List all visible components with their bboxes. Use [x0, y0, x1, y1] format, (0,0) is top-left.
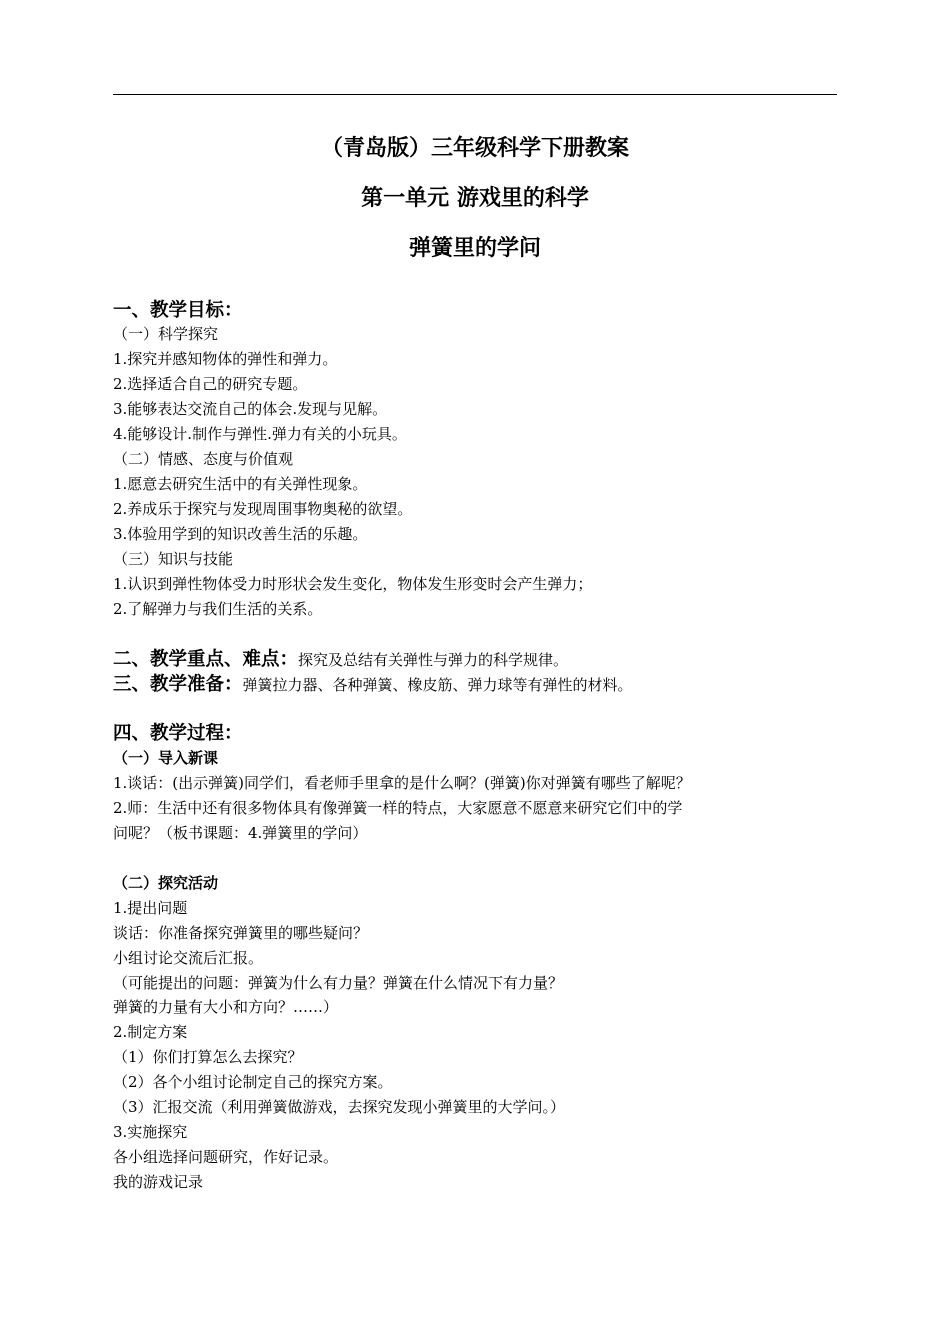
explore-line: 1.提出问题 [113, 899, 188, 917]
explore-line: （2）各个小组讨论制定自己的探究方案。 [113, 1073, 393, 1091]
key-points-text: 探究及总结有关弹性与弹力的科学规律。 [298, 651, 569, 669]
intro-heading: （一）导入新课 [113, 749, 219, 767]
explore-heading: （二）探究活动 [113, 874, 219, 892]
key-points-heading: 二、教学重点、难点： [113, 649, 299, 670]
goals-sub3-item: 2.了解弹力与我们生活的关系。 [113, 600, 323, 618]
explore-line: 弹簧的力量有大小和方向？……） [113, 998, 339, 1016]
preparation-text: 弹簧拉力器、各种弹簧、橡皮筋、弹力球等有弹性的材料。 [242, 676, 633, 694]
goals-sub3: （三）知识与技能 [113, 550, 234, 568]
preparation-row [113, 673, 633, 697]
explore-line: 2.制定方案 [113, 1023, 188, 1041]
explore-line: （3）汇报交流（利用弹簧做游戏，去探究发现小弹簧里的大学问。） [113, 1098, 566, 1116]
explore-line: 各小组选择问题研究，作好记录。 [113, 1148, 339, 1166]
goals-heading: 一、教学目标： [113, 300, 243, 321]
goals-sub1-item: 2.选择适合自己的研究专题。 [113, 375, 308, 393]
explore-line: （1）你们打算怎么去探究？ [113, 1048, 303, 1066]
goals-sub2-item: 3.体验用学到的知识改善生活的乐趣。 [113, 525, 368, 543]
lesson-title: 弹簧里的学问 [408, 236, 541, 261]
goals-sub2: （二）情感、态度与价值观 [113, 450, 294, 468]
explore-line: 我的游戏记录 [113, 1173, 204, 1191]
key-points-row [113, 648, 568, 672]
goals-sub2-item: 1.愿意去研究生活中的有关弹性现象。 [113, 475, 368, 493]
explore-line: 小组讨论交流后汇报。 [113, 949, 264, 967]
process-heading: 四、教学过程： [113, 723, 243, 744]
goals-sub2-item: 2.养成乐于探究与发现周围事物奥秘的欲望。 [113, 500, 413, 518]
document-title: （青岛版）三年级科学下册教案 [320, 136, 629, 161]
intro-line: 问呢？（板书课题：4.弹簧里的学问） [113, 824, 368, 842]
intro-line: 2.师：生活中还有很多物体具有像弹簧一样的特点，大家愿意不愿意来研究它们中的学 [113, 799, 683, 817]
header-rule [113, 94, 837, 95]
explore-line: 3.实施探究 [113, 1123, 188, 1141]
goals-sub1-item: 3.能够表达交流自己的体会.发现与见解。 [113, 400, 388, 418]
explore-line: （可能提出的问题：弹簧为什么有力量？弹簧在什么情况下有力量？ [113, 974, 564, 992]
goals-sub1-item: 1.探究并感知物体的弹性和弹力。 [113, 350, 338, 368]
explore-line: 谈话：你准备探究弹簧里的哪些疑问？ [113, 924, 369, 942]
preparation-heading: 三、教学准备： [113, 674, 243, 695]
goals-sub1: （一）科学探究 [113, 325, 219, 343]
intro-line: 1.谈话：(出示弹簧)同学们，看老师手里拿的是什么啊？(弹簧)你对弹簧有哪些了解呢？ [113, 774, 691, 792]
goals-sub1-item: 4.能够设计.制作与弹性.弹力有关的小玩具。 [113, 425, 407, 443]
goals-sub3-item: 1.认识到弹性物体受力时形状会发生变化，物体发生形变时会产生弹力； [113, 575, 593, 593]
unit-title: 第一单元 游戏里的科学 [361, 186, 589, 211]
